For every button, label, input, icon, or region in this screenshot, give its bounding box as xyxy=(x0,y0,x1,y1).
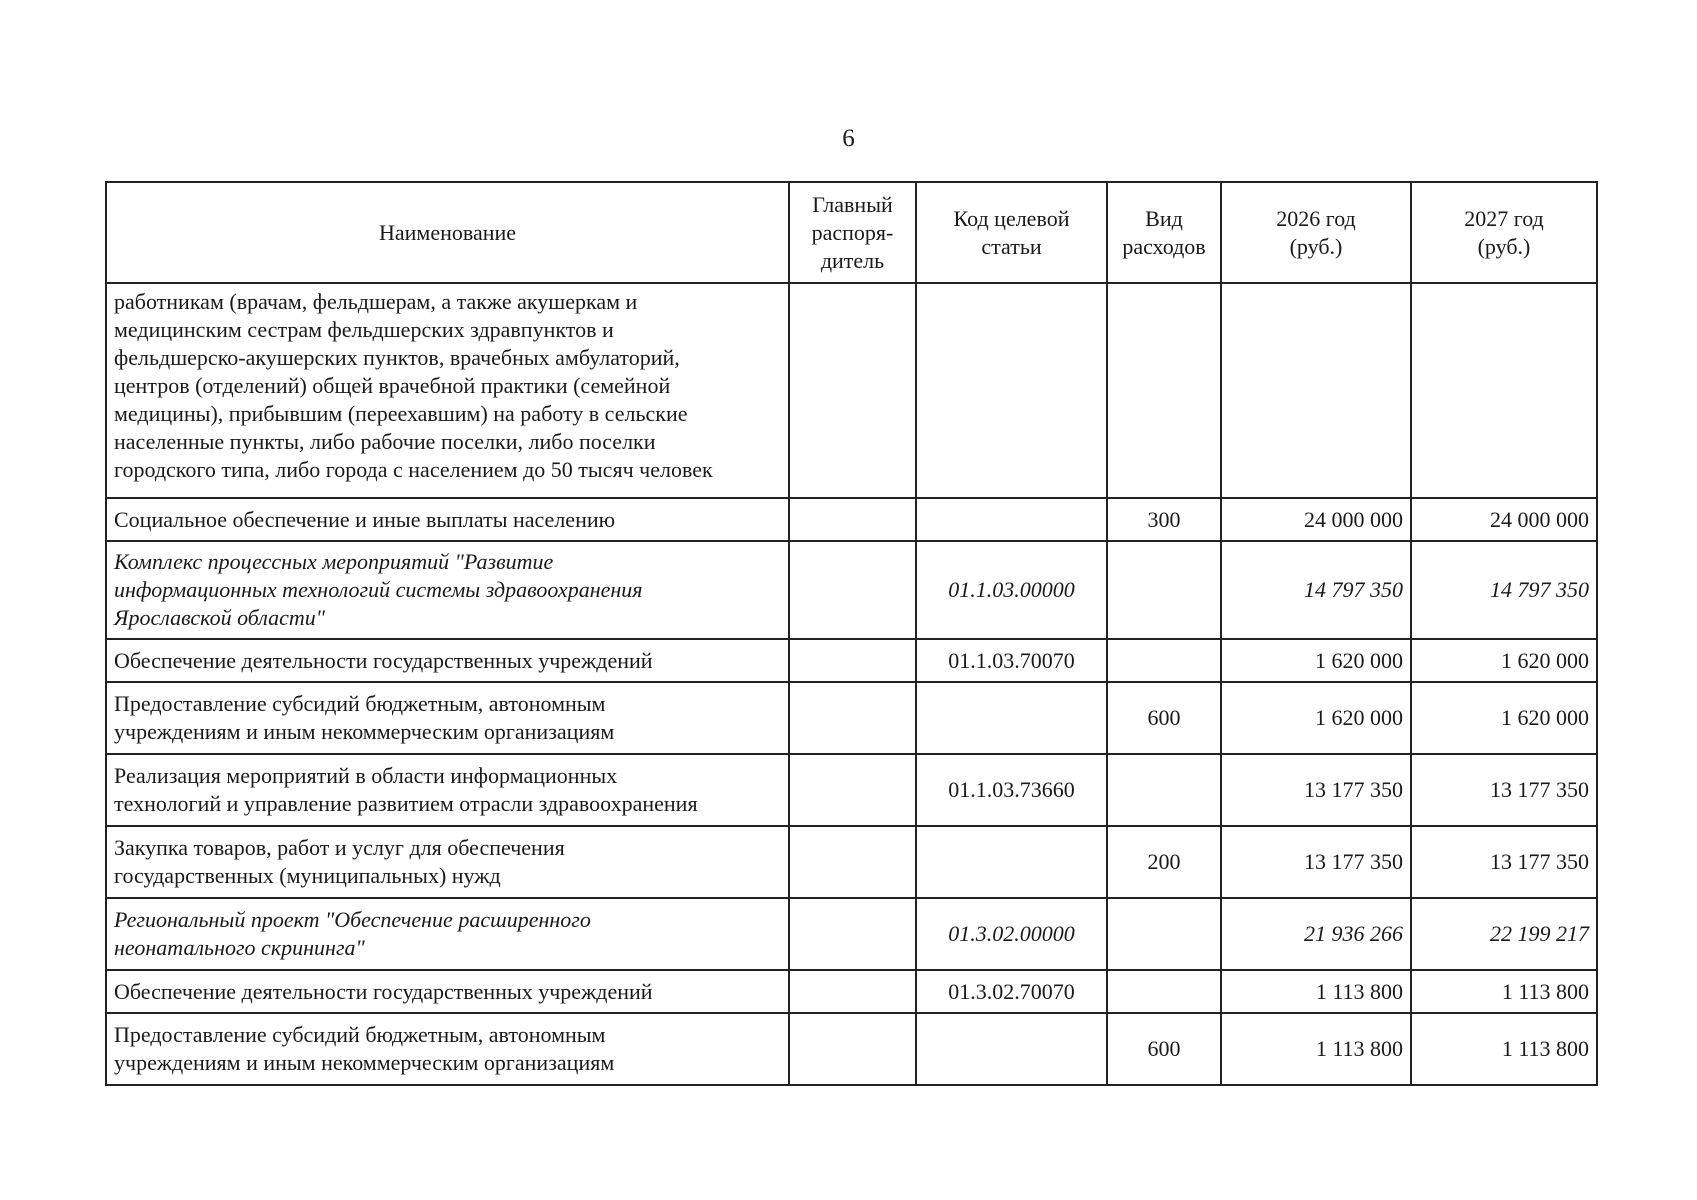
table-row xyxy=(106,754,1597,826)
row-manager xyxy=(789,283,916,498)
row-2027 xyxy=(1411,283,1597,498)
table-row xyxy=(106,826,1597,898)
row-2027: 1 113 800 xyxy=(1411,1013,1597,1085)
row-expense-type xyxy=(1107,283,1221,498)
row-2026: 13 177 350 xyxy=(1221,826,1411,898)
header-2027: 2027 год (руб.) xyxy=(1411,182,1597,283)
row-manager xyxy=(789,970,916,1013)
row-code xyxy=(916,1013,1107,1085)
row-name: Обеспечение деятельности государственных учреждений xyxy=(106,970,789,1013)
row-code: 01.1.03.00000 xyxy=(916,541,1107,639)
row-2026: 24 000 000 xyxy=(1221,498,1411,541)
row-expense-type: 300 xyxy=(1107,498,1221,541)
table-row xyxy=(106,283,1597,498)
header-code: Код целевой статьи xyxy=(916,182,1107,283)
row-2027: 1 113 800 xyxy=(1411,970,1597,1013)
row-code xyxy=(916,826,1107,898)
row-expense-type: 200 xyxy=(1107,826,1221,898)
row-manager xyxy=(789,826,916,898)
header-2026: 2026 год (руб.) xyxy=(1221,182,1411,283)
row-2027: 13 177 350 xyxy=(1411,754,1597,826)
row-name: Комплекс процессных мероприятий "Развитие информационных технологий системы здравоохранения Ярославской области" xyxy=(106,541,789,639)
row-code: 01.1.03.70070 xyxy=(916,639,1107,682)
row-code xyxy=(916,682,1107,754)
row-2026: 13 177 350 xyxy=(1221,754,1411,826)
table-row xyxy=(106,639,1597,682)
row-code xyxy=(916,283,1107,498)
row-2026: 21 936 266 xyxy=(1221,898,1411,970)
row-expense-type: 600 xyxy=(1107,682,1221,754)
table-row xyxy=(106,970,1597,1013)
table-row xyxy=(106,682,1597,754)
row-expense-type xyxy=(1107,541,1221,639)
table-row xyxy=(106,541,1597,639)
row-expense-type xyxy=(1107,639,1221,682)
row-code: 01.3.02.00000 xyxy=(916,898,1107,970)
row-name: Социальное обеспечение и иные выплаты населению xyxy=(106,498,789,541)
row-2027: 14 797 350 xyxy=(1411,541,1597,639)
row-name: Региональный проект "Обеспечение расширенного неонатального скрининга" xyxy=(106,898,789,970)
row-2026: 1 113 800 xyxy=(1221,970,1411,1013)
row-code xyxy=(916,498,1107,541)
row-2026: 1 620 000 xyxy=(1221,639,1411,682)
row-2027: 22 199 217 xyxy=(1411,898,1597,970)
row-manager xyxy=(789,682,916,754)
row-manager xyxy=(789,898,916,970)
row-manager xyxy=(789,639,916,682)
table-row xyxy=(106,898,1597,970)
row-2026 xyxy=(1221,283,1411,498)
row-2027: 1 620 000 xyxy=(1411,639,1597,682)
row-manager xyxy=(789,754,916,826)
row-manager xyxy=(789,1013,916,1085)
row-name: Реализация мероприятий в области информационных технологий и управление развитием отрасли здравоохранения xyxy=(106,754,789,826)
header-manager: Главный распоря- дитель xyxy=(789,182,916,283)
page-number: 6 xyxy=(842,125,855,152)
row-name: Закупка товаров, работ и услуг для обеспечения государственных (муниципальных) нужд xyxy=(106,826,789,898)
row-name: работникам (врачам, фельдшерам, а также акушеркам и медицинским сестрам фельдшерских здравпунктов и фельдшерско-акушерских пунктов, врачебных амбулаторий, центров (отделений) общей врачебной практики (семейной медицины), прибывшим (переехавшим) на работу в сельские населенные пункты, либо рабочие поселки, либо поселки городского типа, либо города с населением до 50 тысяч человек xyxy=(106,283,789,498)
row-2027: 13 177 350 xyxy=(1411,826,1597,898)
row-manager xyxy=(789,498,916,541)
header-expense-type: Вид расходов xyxy=(1107,182,1221,283)
row-expense-type: 600 xyxy=(1107,1013,1221,1085)
table-row xyxy=(106,1013,1597,1085)
row-name: Предоставление субсидий бюджетным, автономным учреждениям и иным некоммерческим организациям xyxy=(106,1013,789,1085)
row-2027: 1 620 000 xyxy=(1411,682,1597,754)
row-expense-type xyxy=(1107,898,1221,970)
row-name: Обеспечение деятельности государственных учреждений xyxy=(106,639,789,682)
row-expense-type xyxy=(1107,970,1221,1013)
row-name: Предоставление субсидий бюджетным, автономным учреждениям и иным некоммерческим организациям xyxy=(106,682,789,754)
table-row xyxy=(106,498,1597,541)
table-header-row xyxy=(106,182,1597,283)
row-manager xyxy=(789,541,916,639)
row-expense-type xyxy=(1107,754,1221,826)
row-code: 01.1.03.73660 xyxy=(916,754,1107,826)
header-name: Наименование xyxy=(106,182,789,283)
budget-table xyxy=(105,181,1598,1086)
row-code: 01.3.02.70070 xyxy=(916,970,1107,1013)
row-2027: 24 000 000 xyxy=(1411,498,1597,541)
row-2026: 14 797 350 xyxy=(1221,541,1411,639)
row-2026: 1 620 000 xyxy=(1221,682,1411,754)
row-2026: 1 113 800 xyxy=(1221,1013,1411,1085)
